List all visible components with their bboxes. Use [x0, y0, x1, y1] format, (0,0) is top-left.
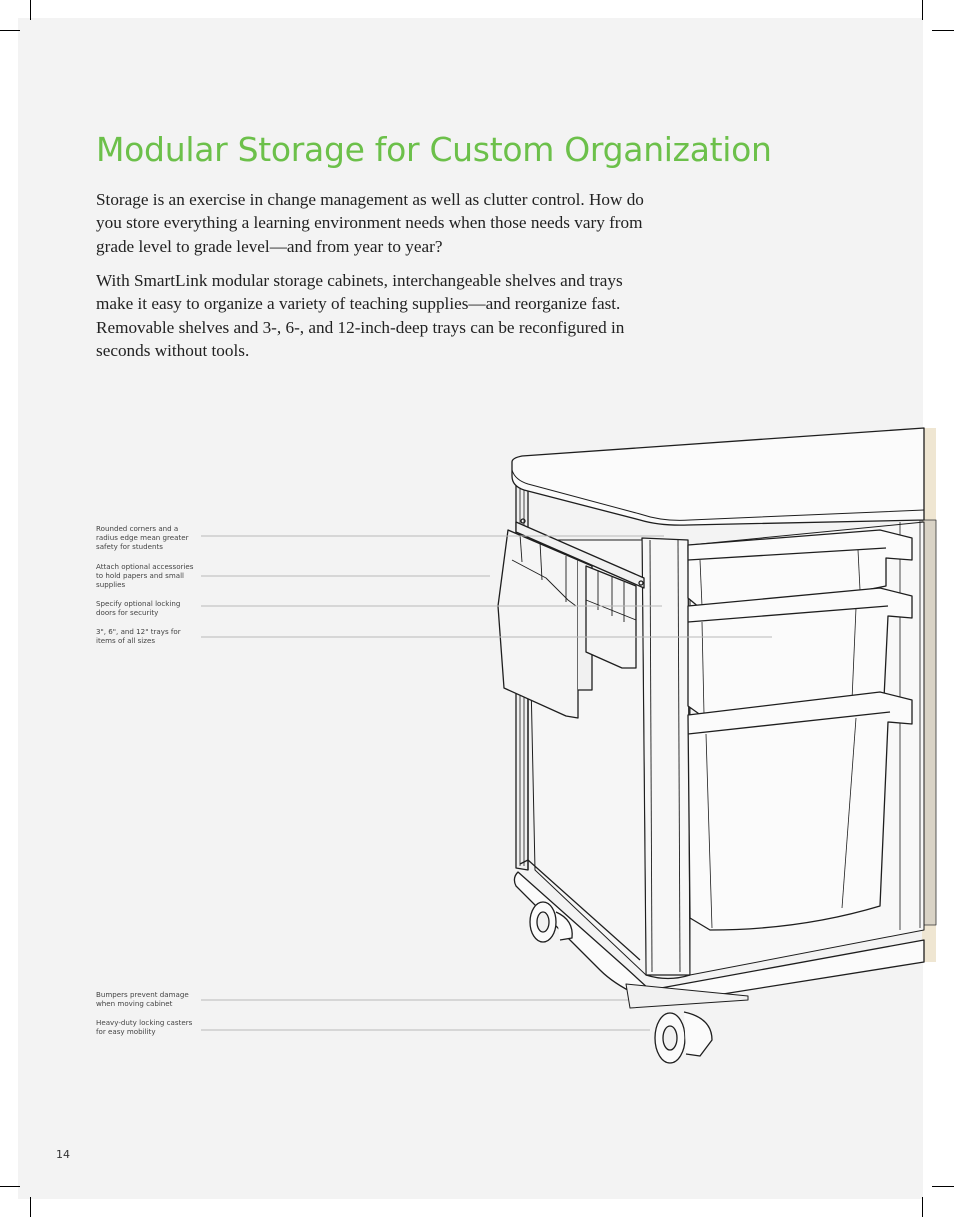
page-number: 14	[56, 1148, 70, 1161]
intro-paragraph: Storage is an exercise in change management as well as clutter control. How do you store everything a learning environment needs when those needs vary from grade level to grade level—and from year to year?	[96, 190, 644, 256]
callout-rounded-corners: Rounded corners and a radius edge mean greater safety for students	[96, 524, 189, 552]
page-title: Modular Storage for Custom Organization	[96, 130, 772, 169]
details-paragraph: With SmartLink modular storage cabinets, interchangeable shelves and trays make it easy to organize a variety of teaching supplies—and reorganize fast. Removable shelves and 3-, 6-, and 12-inch-deep trays can be reconfigured in seconds without tools.	[96, 271, 625, 360]
callout-locking-doors: Specify optional locking doors for security	[96, 599, 181, 618]
callout-trays: 3", 6", and 12" trays for items of all sizes	[96, 627, 181, 646]
callout-bumpers: Bumpers prevent damage when moving cabinet	[96, 990, 189, 1009]
callout-casters: Heavy-duty locking casters for easy mobility	[96, 1018, 193, 1037]
callout-accessories: Attach optional accessories to hold papers and small supplies	[96, 562, 194, 590]
